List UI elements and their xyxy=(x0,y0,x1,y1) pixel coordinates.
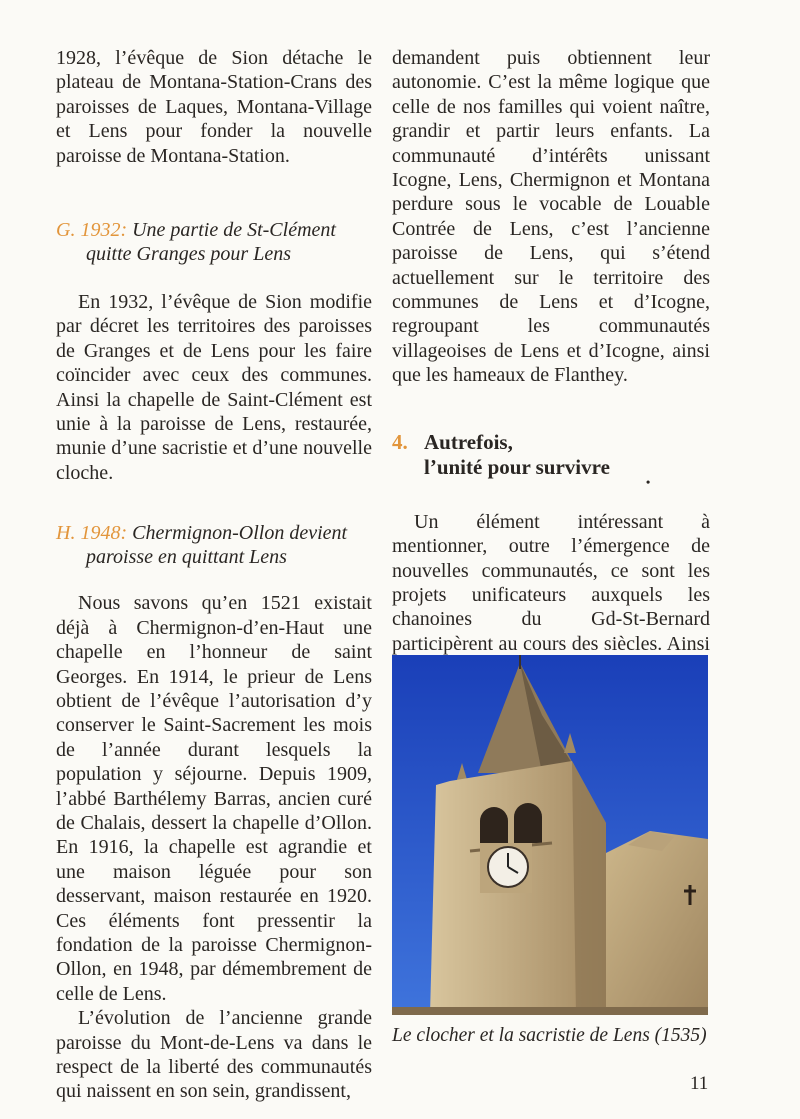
right-column xyxy=(392,46,710,681)
subheading-h xyxy=(56,521,372,569)
paragraph-autonomie: demandent puis obtiennent leur autonomie. C’est la même logique que celle de nos familles qui voient naître, grandir et partir leurs enfants. La communauté d’intérêts unissant Icogne, Lens, Chermignon et Montana perdure sous le vocable de Louable Contrée de Lens, c’est l’ancienne paroisse de Lens, qui s’étend actuellement sur le territoire des communes de Lens et d’Icogne, regroupant les communautés villageoises de Lens et d’Icogne, ainsi que les hameaux de Flanthey. xyxy=(392,47,710,387)
section-title-line-2: l’unité pour survivre xyxy=(424,454,610,479)
paragraph-unite: Un élément intéressant à mentionner, outre l’émergence de nouvelles communautés, ce sont les projets unificateurs auxquels les chanoines du Gd-St-Bernard participèrent au cours des siècles. Ainsi xyxy=(392,510,710,655)
section-title-line-1: Autrefois, xyxy=(424,429,513,454)
left-column xyxy=(56,46,372,1104)
paragraph-montana: 1928, l’évêque de Sion détache le plateau de Montana-Station-Crans des paroisses de Laques, Montana-Village et Lens pour fonder la nouvelle paroisse de Montana-Station. xyxy=(56,47,372,167)
subheading-g-title-2: quitte Granges pour Lens xyxy=(86,243,291,266)
subheading-h-title-2: paroisse en quittant Lens xyxy=(86,546,287,569)
section-number: 4. xyxy=(392,429,408,454)
subheading-g xyxy=(56,218,372,266)
subheading-g-label: G. 1932: xyxy=(56,219,128,242)
page-number: 11 xyxy=(690,1073,709,1094)
photo-caption: Le clocher et la sacristie de Lens (1535) xyxy=(392,1025,707,1046)
paragraph-1948: Nous savons qu’en 1521 existait déjà à Chermignon-d’en-Haut une chapelle en l’honneur de saint Georges. En 1914, le prieur de Lens obtient de l’évêque l’autorisation d’y conserver le Saint-Sacrement les mois de l’année durant lesquels la population y séjourne. Depuis 1909, l’abbé Barthélemy Barras, ancien curé de Chalais, dessert la chapelle d’Ollon. En 1916, la chapelle est agrandie et une maison léguée pour son desservant, maison restaurée en 1920. Ces éléments font pressentir la fondation de la paroisse Chermignon-Ollon, en 1948, par démembrement de celle de Lens. xyxy=(56,592,372,1005)
subheading-h-label: H. 1948: xyxy=(56,522,128,545)
paragraph-evolution: L’évolution de l’ancienne grande paroisse du Mont-de-Lens va dans le respect de la liberté des communautés qui naissent en son sein, grandissent, xyxy=(56,1007,372,1103)
church-tower-photo xyxy=(392,655,708,1015)
paragraph-1932: En 1932, l’évêque de Sion modifie par décret les territoires des paroisses de Granges et de Lens pour les faire coïncider avec ceux des communes. Ainsi la chapelle de Saint-Clément est unie à la paroisse de Lens, restaurée, munie d’une sacristie et d’une nouvelle cloche. xyxy=(56,291,372,484)
stray-dot: • xyxy=(646,474,651,489)
subheading-h-title-1: Chermignon-Ollon devient xyxy=(132,522,348,545)
section-heading-4 xyxy=(392,429,710,489)
subheading-g-title-1: Une partie de St-Clément xyxy=(132,219,336,242)
